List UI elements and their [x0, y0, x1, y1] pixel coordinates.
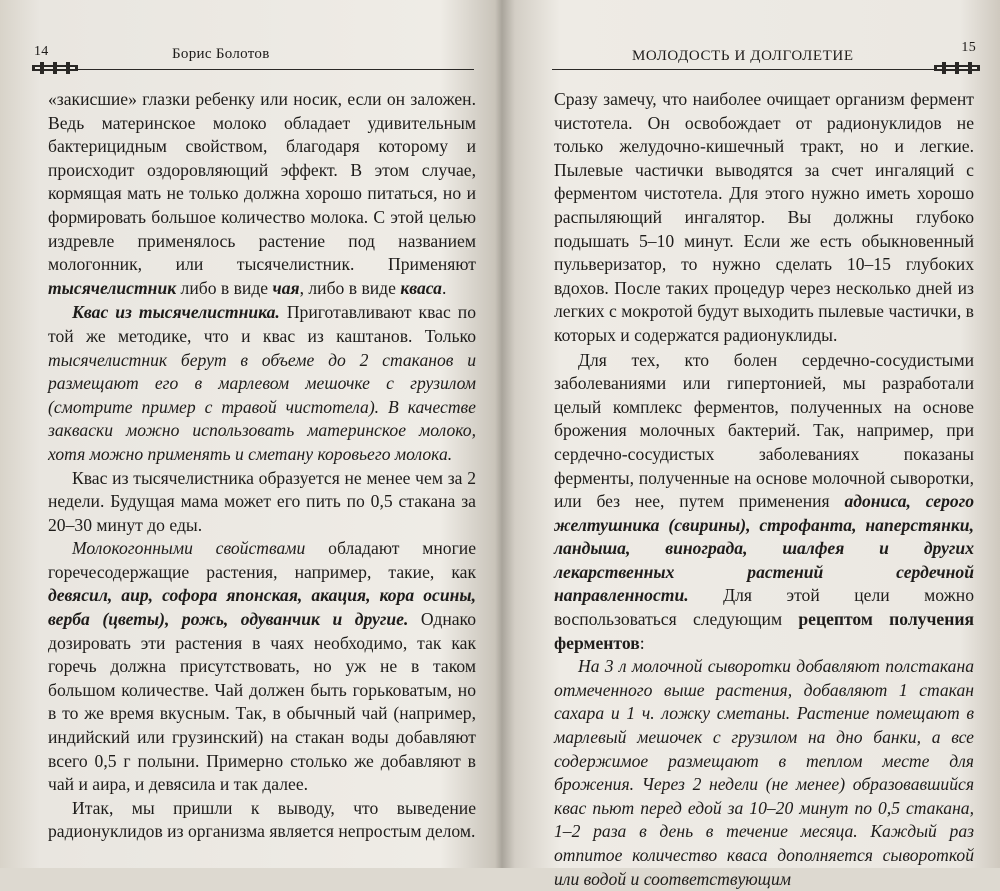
left-page-header: [32, 44, 474, 74]
running-head-author: Борис Болотов: [172, 46, 270, 62]
page-number: 14: [34, 44, 49, 59]
running-head-title: МОЛОДОСТЬ И ДОЛГОЛЕТИЕ: [632, 48, 854, 64]
paragraph: Молокогонными свойствами обладают многие горечесодержащие растения, например, такие, как девясил, аир, софора японская, акация, кора осины, верба (цветы), рожь, одуванчик и другие. Однако дозировать эти растения в чаях необходимо, так как горечь должна присутствовать, но уж не в таком большом количестве. Чай должен быть горьковатым, но в то же время вкусным. Так, в обычный чай (например, индийский или грузинский) на стакан воды добавляют всего 0,5 г полыни. Примерно столько же добавляют в чай и аира, и девясила и так далее.: [48, 538, 477, 795]
right-page-body: [554, 88, 974, 891]
paragraph: Квас из тысячелистника. Приготавливают квас по той же методике, что и квас из каштанов. Только тысячелистник берут в объеме до 2 стаканов и размещают его в марлевом мешочке с грузилом (смотрите пример с травой чистотела). В качестве закваски можно использовать материнское молоко, хотя можно применять и сметану коровьего молока.: [48, 302, 476, 464]
paragraph: «закисшие» глазки ребенку или носик, если он заложен. Ведь материнское молоко обладает удивительным бактерицидным свойством, благодаря которому и происходит оздоровляющий эффект. В этом случае, кормящая мать не только должна хорошо питаться, но и формировать большое количество молока. С этой целью издревле применялось растение под названием мологонник, или тысячелистник. Применяют тысячелистник либо в виде чая, либо в виде кваса.: [48, 89, 476, 298]
paragraph: Квас из тысячелистника образуется не менее чем за 2 недели. Будущая мама может его пить по 0,5 стакана за 20–30 минут до еды.: [48, 467, 476, 535]
paragraph: Сразу замечу, что наиболее очищает организм фермент чистотела. Он освобождает от радионуклидов не только желудочно-кишечный тракт, но и легкие. Пылевые частички выводятся за счет ингаляций с ферментом чистотела. Для этого нужно иметь хорошо распыляющий ингалятор. Вы должны глубоко подышать 5–10 минут. Если же есть обыкновенный пульверизатор, то нужно сделать 10–15 глубоких вдохов. После таких процедур через несколько дней из легких с мокротой будут выходить пылевые частички, в которых и содержатся радионуклиды.: [554, 89, 974, 345]
right-page: [508, 0, 1000, 889]
header-ornament-icon: [934, 62, 980, 74]
recipe-paragraph: На 3 л молочной сыворотки добавляют полстакана отмеченного выше растения, добавляют 1 стакан сахара и 1 ч. ложку сметаны. Растение помещают в марлевый мешочек с грузилом на дно банки, а все содержимое размещают в теплом месте для брожения. Через 2 недели (не менее) образовавшийся квас пьют перед едой за 10–20 минут по 0,5 стакана, 1–2 раза в день в течение месяца. Каждый раз отпитое количество кваса дополняется сывороткой или водой и соответствующим: [554, 656, 974, 889]
left-page: [0, 0, 505, 868]
paragraph: Итак, мы пришли к выводу, что выведение радионуклидов из организма является непростым делом.: [48, 797, 476, 842]
page-number: 15: [961, 40, 976, 55]
header-ornament-icon: [32, 62, 78, 74]
left-page-body: [48, 88, 476, 844]
paragraph: Для тех, кто болен сердечно-сосудистыми заболеваниями или гипертонией, мы разработали целый комплекс ферментов, полученных на основе брожения молочных бактерий. Так, например, при сердечно-сосудистых заболеваниях показаны ферменты, полученные на основе молочной сыворотки, или без нее, путем применения адониса, серого желтушника (свирины), строфанта, наперстянки, ландыша, винограда, шалфея и других лекарственных растений сердечной направленности. Для этой цели можно воспользоваться следующим рецептом получения ферментов:: [554, 349, 975, 653]
right-page-header: [552, 40, 980, 74]
header-rule: [32, 69, 474, 70]
header-rule: [552, 69, 980, 70]
